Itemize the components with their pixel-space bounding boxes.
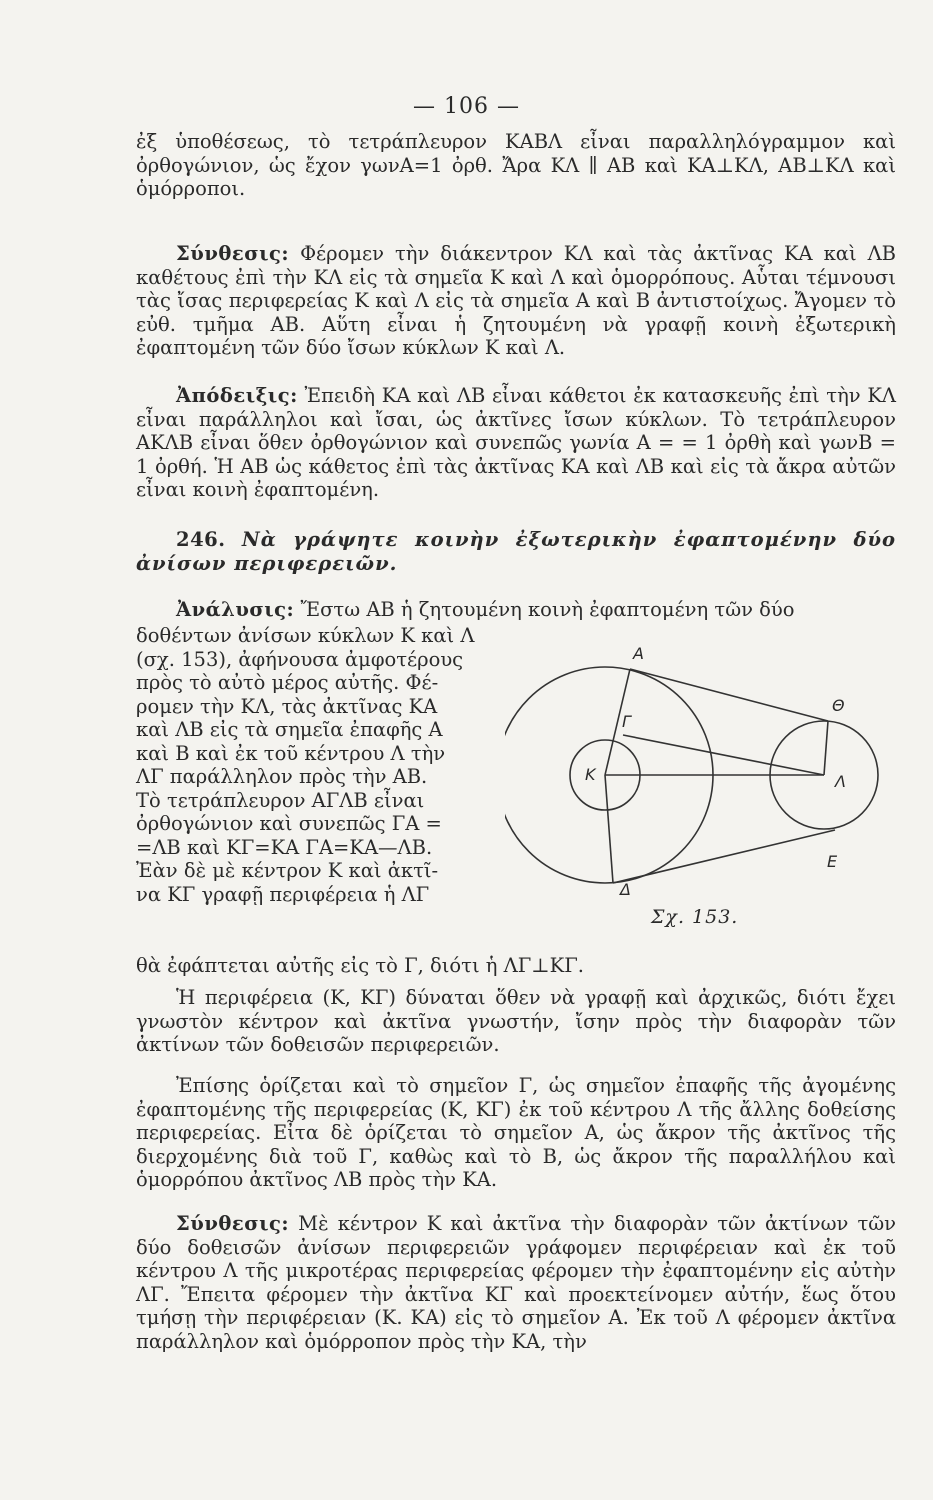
label-d: Δ [620, 880, 631, 899]
figure-caption: Σχ. 153. [651, 906, 739, 928]
line-lth [824, 721, 828, 775]
analysis-line: καὶ ΛΒ εἰς τὰ σημεῖα ἐπαφῆς Α [136, 718, 443, 741]
paragraph-text: Ἡ περιφέρεια (Κ, ΚΓ) δύναται ὅθεν νὰ γραφῇ καὶ ἀρχικῶς, διότι ἔχει γνωστὸν κέντρον καὶ ἀκτῖνα γνωστήν, ἴσην πρὸς τὴν διαφορὰν τῶν ἀκτίνων τῶν δοθεισῶν περιφερειῶν. [136, 986, 896, 1056]
problem-statement [136, 528, 896, 575]
line-kd [605, 775, 613, 883]
page-number: — 106 — [413, 94, 520, 119]
synthesis-label: Σύνθεσις: [176, 242, 290, 265]
synthesis-label: Σύνθεσις: [176, 1212, 290, 1235]
label-e: Ε [827, 852, 838, 871]
label-th: Θ [832, 696, 845, 715]
proof-label: Ἀπόδειξις: [176, 384, 298, 407]
tangent-de [613, 830, 835, 883]
paragraph-synthesis-1 [136, 242, 896, 360]
analysis-line: πρὸς τὸ αὐτὸ μέρος αὐτῆς. Φέ- [136, 671, 439, 694]
analysis-line: ρομεν τὴν ΚΛ, τὰς ἀκτῖνας ΚΑ [136, 694, 438, 718]
analysis-line: να ΚΓ γραφῇ περιφέρεια ἡ ΛΓ [136, 882, 430, 906]
problem-title: Νὰ γράψητε κοινὴν ἐξωτερικὴν ἐφαπτομένην δύο ἀνίσων περιφερειῶν. [136, 528, 896, 575]
paragraph-top-1 [136, 130, 896, 201]
problem-number: 246. [176, 528, 226, 551]
analysis-line: =ΛΒ καὶ ΚΓ=ΚΑ ΓΑ=ΚΑ—ΛΒ. [136, 835, 433, 859]
analysis-first-line [136, 598, 896, 622]
paragraph-text: Ἐπίσης ὁρίζεται καὶ τὸ σημεῖον Γ, ὡς σημεῖον ἐπαφῆς τῆς ἀγομένης ἐφαπτομένης τῆς περιφερείας (Κ, ΚΓ) ἐκ τοῦ κέντρου Λ τῆς ἄλλης δοθείσης περιφερείας. Εἶτα δὲ ὁρίζεται τὸ σημεῖον Α, ὡς ἄκρον τῆς ἀκτῖνος τῆς διερχομένης διὰ τοῦ Γ, καθὼς καὶ τὸ Β, ὡς ἄκρον τῆς παραλλήλου καὶ ὁμορρόπου ἀκτῖνος ΛΒ πρὸς τὴν ΚΑ. [136, 1074, 896, 1191]
analysis-line: δοθέντων ἀνίσων κύκλων Κ καὶ Λ [136, 624, 475, 647]
analysis-line: Τὸ τετράπλευρον ΑΓΛΒ εἶναι [136, 788, 425, 812]
analysis-line: ὀρθογώνιον καὶ συνεπῶς ΓΑ = [136, 812, 442, 835]
paragraph-synthesis-2 [136, 1212, 896, 1353]
analysis-line: Ἐὰν δὲ μὲ κέντρον Κ καὶ ἀκτῖ- [136, 859, 439, 882]
analysis-line: ΛΓ παράλληλον πρὸς τὴν ΑΒ. [136, 765, 428, 788]
label-a: Α [633, 645, 644, 663]
analysis-label: Ἀνάλυσις: [176, 598, 295, 621]
paragraph-text: ἐξ ὑποθέσεως, τὸ τετράπλευρον ΚΑΒΛ εἶναι παραλληλόγραμμον καὶ ὀρθογώνιον, ὡς ἔχον γωνΑ=1 ὀρθ. Ἄρα ΚΛ ∥ ΑΒ καὶ ΚΑ⊥ΚΛ, ΑΒ⊥ΚΛ καὶ ὁμόρροποι. [136, 130, 896, 200]
analysis-column [136, 624, 481, 906]
label-g: Γ [622, 712, 631, 731]
paragraph-circle-note [136, 986, 896, 1057]
analysis-line: καὶ Β καὶ ἐκ τοῦ κέντρου Λ τὴν [136, 741, 446, 765]
paragraph-text: Φέρομεν τὴν διάκεντρον ΚΛ καὶ τὰς ἀκτῖνας ΚΑ καὶ ΛΒ καθέτους ἐπὶ τὴν ΚΛ εἰς τὰ σημεῖα Κ καὶ Λ καὶ ὁμορρόπους. Αὗται τέμνουσι τὰς ἴσας περιφερείας Κ καὶ Λ εἰς τὰ σημεῖα Α καὶ Β ἀντιστοίχως. Ἄγομεν τὸ εὐθ. τμῆμα ΑΒ. Αὕτη εἶναι ἡ ζητουμένη νὰ γραφῇ κοινὴ ἐξωτερικὴ ἐφαπτομένη τῶν δύο ἴσων κύκλων Κ καὶ Λ. [136, 242, 896, 359]
label-k: Κ [585, 765, 596, 784]
tangent-ath [630, 669, 828, 721]
paragraph-text: Μὲ κέντρον Κ καὶ ἀκτῖνα τὴν διαφορὰν τῶν ἀκτίνων τῶν δύο δοθεισῶν ἀνίσων περιφερειῶν γράφομεν περιφέρειαν καὶ ἐκ τοῦ κέντρου Λ τῆς μικροτέρας περιφερείας φέρομεν τὴν ἐφαπτομένην εἰς αὐτὴν ΛΓ. Ἔπειτα φέρομεν τὴν ἀκτῖνα ΚΓ καὶ προεκτείνομεν αὐτήν, ἕως ὅτου τμήσῃ τὴν περιφέρειαν (Κ. ΚΑ) εἰς τὸ σημεῖον Α. Ἐκ τοῦ Λ φέρομεν ἀκτῖνα παράλληλον καὶ ὁμόρροπον πρὸς τὴν ΚΑ, τὴν [136, 1212, 896, 1353]
label-l: Λ [835, 772, 846, 791]
analysis-last-line: θὰ ἐφάπτεται αὐτῆς εἰς τὸ Γ, διότι ἡ ΛΓ⊥ΚΓ. [136, 954, 584, 977]
analysis-line: (σχ. 153), ἀφήνουσα ἀμφοτέρους [136, 647, 464, 671]
line-lg [623, 735, 824, 775]
paragraph-text: Ἐπειδὴ ΚΑ καὶ ΛΒ εἶναι κάθετοι ἐκ κατασκευῆς ἐπὶ τὴν ΚΛ εἶναι παράλληλοι καὶ ἴσαι, ὡς ἀκτῖνες ἴσων κύκλων. Τὸ τετράπλευρον ΑΚΛΒ εἶναι ὅθεν ὀρθογώνιον καὶ συνεπῶς γωνία Α = = 1 ὀρθὴ καὶ γωνΒ = 1 ὀρθή. Ἡ ΑΒ ὡς κάθετος ἐπὶ τὰς ἀκτῖνας ΚΑ καὶ ΛΒ καὶ εἰς τὰ ἄκρα αὐτῶν εἶναι κοινὴ ἐφαπτομένη. [136, 384, 896, 501]
figure-svg [505, 645, 895, 945]
paragraph-also [136, 1074, 896, 1192]
analysis-line: Ἔστω ΑΒ ἡ ζητουμένη κοινὴ ἐφαπτομένη τῶν δύο [294, 598, 795, 621]
paragraph-proof [136, 384, 896, 502]
geometry-figure-153 [505, 645, 895, 945]
